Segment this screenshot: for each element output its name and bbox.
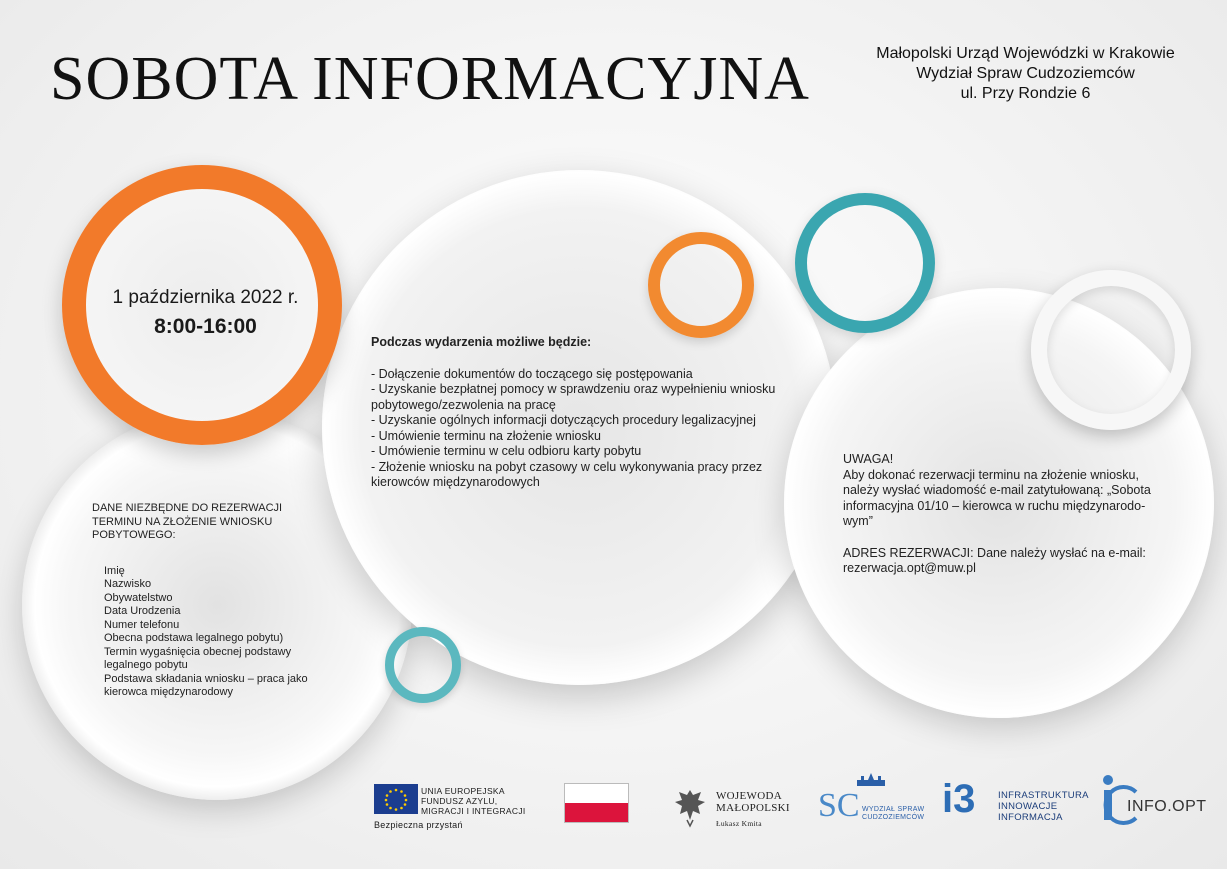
reservation-email[interactable]: rezerwacja.opt@muw.pl bbox=[843, 561, 976, 575]
notice-body: Aby dokonać rezerwacji terminu na złożenie wniosku, należy wysłać wiadomość e-mail zatytułowaną: „Sobota informacyjna 01/10 – kierowca w ruchu międzynarodo-wym” bbox=[843, 467, 1151, 528]
event-date-block bbox=[88, 287, 323, 339]
office-street: ul. Przy Rondzie 6 bbox=[960, 85, 1091, 102]
wsc-logo-text: WYDZIAŁ SPRAW CUDZOZIEMCÓW bbox=[862, 806, 925, 821]
required-data-block bbox=[92, 502, 332, 700]
white-ring-right bbox=[1031, 270, 1191, 430]
eu-logo-text: UNIA EUROPEJSKA FUNDUSZ AZYLU, MIGRACJI I INTEGRACJI bbox=[421, 786, 526, 816]
possibilities-heading: Podczas wydarzenia możliwe będzie: bbox=[371, 335, 592, 349]
eu-caption: Bezpieczna przystań bbox=[374, 820, 463, 830]
orange-ring-small bbox=[648, 232, 754, 338]
required-data-heading: DANE NIEZBĘDNE DO REZERWACJI TERMINU NA ZŁOŻENIE WNIOSKU POBYTOWEGO: bbox=[92, 502, 283, 541]
event-time: 8:00-16:00 bbox=[154, 315, 257, 338]
eu-flag-icon bbox=[374, 784, 418, 814]
possibilities-block bbox=[371, 335, 791, 491]
list-item: Termin wygaśnięcia obecnej podstawy legalnego pobytu bbox=[104, 645, 292, 671]
list-item: Obywatelstwo bbox=[104, 591, 173, 604]
notice-heading: UWAGA! bbox=[843, 452, 894, 466]
wojewoda-logo-text: WOJEWODA MAŁOPOLSKI Łukasz Kmita bbox=[716, 790, 790, 828]
list-item: Imię bbox=[104, 564, 125, 577]
list-item: Obecna podstawa legalnego pobytu) bbox=[104, 632, 284, 644]
list-item: - Umówienie terminu na złożenie wniosku bbox=[371, 428, 601, 443]
info-opt-text: INFO.OPT bbox=[1127, 798, 1207, 815]
wsc-logo-icon: SC bbox=[818, 787, 860, 824]
list-item: - Uzyskanie ogólnych informacji dotyczących procedury legalizacyjnej bbox=[371, 413, 756, 427]
polish-flag-icon bbox=[564, 783, 629, 823]
possibilities-list bbox=[371, 367, 791, 491]
page-title: SOBOTA INFORMACYJNA bbox=[50, 45, 810, 113]
office-name: Małopolski Urząd Wojewódzki w Krakowie bbox=[876, 45, 1175, 62]
list-item: Data Urodzenia bbox=[104, 605, 181, 617]
event-date: 1 października 2022 r. bbox=[112, 287, 299, 308]
reservation-address-label: ADRES REZERWACJI: Dane należy wysłać na e-mail: bbox=[843, 545, 1146, 560]
list-item: - Uzyskanie bezpłatnej pomocy w sprawdzeniu oraz wypełnieniu wniosku pobytowego/zezwolenia na pracę bbox=[371, 382, 776, 412]
list-item: Numer telefonu bbox=[104, 618, 180, 631]
i3-logo-icon: i3 bbox=[942, 777, 976, 821]
list-item: - Złożenie wniosku na pobyt czasowy w celu wykonywania pracy przez kierowców międzynarodowych bbox=[371, 459, 763, 489]
list-item: - Umówienie terminu w celu odbioru karty pobytu bbox=[371, 444, 642, 458]
list-item: - Dołączenie dokumentów do toczącego się postępowania bbox=[371, 366, 693, 381]
teal-ring-top bbox=[795, 193, 935, 333]
teal-ring-small bbox=[385, 627, 461, 703]
list-item: Nazwisko bbox=[104, 578, 152, 590]
list-item: Podstawa składania wniosku – praca jako kierowca międzynarodowy bbox=[104, 672, 308, 698]
i3-logo-text: INFRASTRUKTURA INNOWACJE INFORMACJA bbox=[998, 790, 1089, 823]
required-data-list bbox=[92, 565, 332, 700]
office-address bbox=[858, 44, 1193, 104]
notice-block bbox=[843, 452, 1168, 577]
eagle-emblem-icon bbox=[671, 786, 709, 828]
office-department: Wydział Spraw Cudzoziemców bbox=[916, 65, 1135, 82]
castle-icon bbox=[855, 772, 887, 786]
